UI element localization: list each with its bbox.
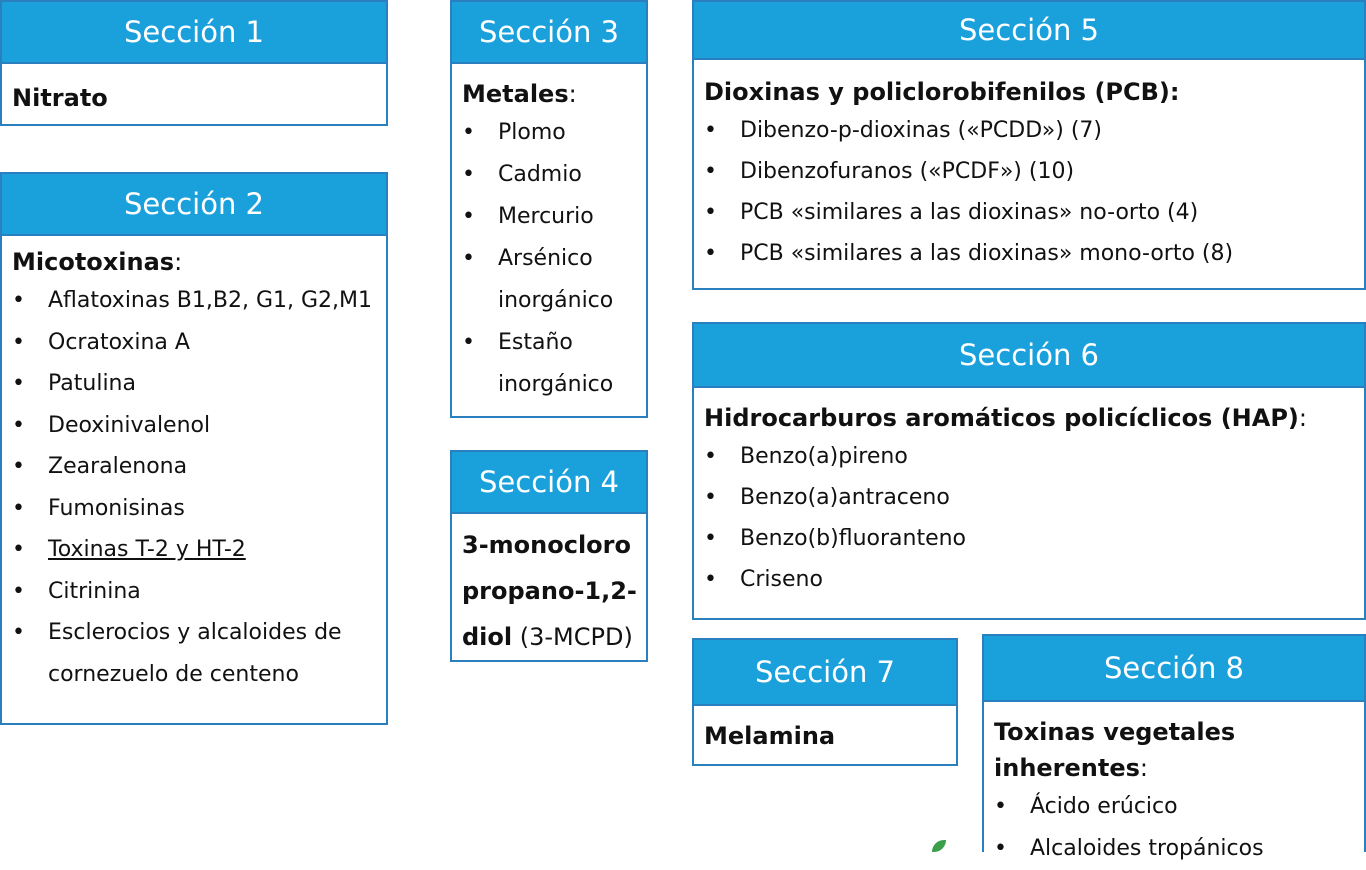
list-item: • Fumonisinas xyxy=(12,495,185,521)
list-item: • Ocratoxina A xyxy=(12,329,190,355)
section-2-title: Micotoxinas: xyxy=(12,248,183,276)
list-item: • PCB «similares a las dioxinas» no-orto (4) xyxy=(704,200,1199,225)
section-3-list xyxy=(462,112,646,406)
section-5-title: Dioxinas y policlorobifenilos (PCB): xyxy=(704,78,1180,106)
list-item: • Benzo(b)fluoranteno xyxy=(704,526,967,551)
list-item: • Patulina xyxy=(12,371,136,396)
section-5-header: Sección 5 xyxy=(694,2,1364,60)
section-2-box xyxy=(0,172,388,725)
leaf-icon xyxy=(932,840,946,852)
list-item: • PCB «similares a las dioxinas» mono-orto (8) xyxy=(704,241,1234,266)
list-item: • Zearalenona xyxy=(12,454,188,479)
list-item: • Mercurio xyxy=(462,204,594,229)
section-6-list xyxy=(704,436,1364,600)
section-5-list xyxy=(704,110,1364,274)
list-item: • Arsénico inorgánico xyxy=(462,246,614,313)
section-3-title: Metales: xyxy=(462,80,577,108)
list-item: • Alcaloides tropánicos xyxy=(994,836,1264,861)
section-7-box xyxy=(692,638,958,766)
section-6-title: Hidrocarburos aromáticos policíclicos (HAP): xyxy=(704,404,1307,432)
section-7-header: Sección 7 xyxy=(694,640,956,706)
list-item: • Deoxinivalenol xyxy=(12,412,211,438)
section-7-title: Melamina xyxy=(704,722,836,750)
list-item: • Toxinas T-2 y HT-2 xyxy=(12,537,246,562)
section-2-header: Sección 2 xyxy=(2,174,386,236)
section-1-title: Nitrato xyxy=(12,84,108,112)
section-1-box xyxy=(0,0,388,126)
list-item: • Cadmio xyxy=(462,162,582,187)
section-8-box xyxy=(982,634,1366,861)
section-3-box xyxy=(450,0,648,418)
list-item: • Benzo(a)antraceno xyxy=(704,485,950,510)
list-item: • Benzo(a)pireno xyxy=(704,444,908,469)
list-item: • Criseno xyxy=(704,567,823,592)
section-8-list xyxy=(994,786,1364,870)
section-4-header: Sección 4 xyxy=(452,452,646,514)
section-5-box xyxy=(692,0,1366,290)
list-item: • Plomo xyxy=(462,120,566,145)
list-item: • Ácido erúcico xyxy=(994,794,1178,819)
list-item: • Estaño inorgánico xyxy=(462,330,614,397)
section-8-title: Toxinas vegetales inherentes: xyxy=(994,718,1236,782)
section-1-header: Sección 1 xyxy=(2,2,386,64)
section-6-header: Sección 6 xyxy=(694,324,1364,388)
section-3-header: Sección 3 xyxy=(452,2,646,64)
list-item: • Dibenzofuranos («PCDF») (10) xyxy=(704,159,1075,184)
section-6-box xyxy=(692,322,1366,620)
list-item: • Dibenzo-p-dioxinas («PCDD») (7) xyxy=(704,118,1102,143)
section-4-title: 3-monocloro propano-1,2-diol (3-MCPD) xyxy=(462,531,637,651)
section-4-box xyxy=(450,450,648,662)
section-8-header: Sección 8 xyxy=(984,636,1364,702)
section-2-list xyxy=(12,280,386,695)
list-item: • Aflatoxinas B1,B2, G1, G2,M1 xyxy=(12,288,373,313)
list-item: • Citrinina xyxy=(12,578,141,604)
list-item: • Esclerocios y alcaloides de cornezuelo de centeno xyxy=(12,620,342,687)
